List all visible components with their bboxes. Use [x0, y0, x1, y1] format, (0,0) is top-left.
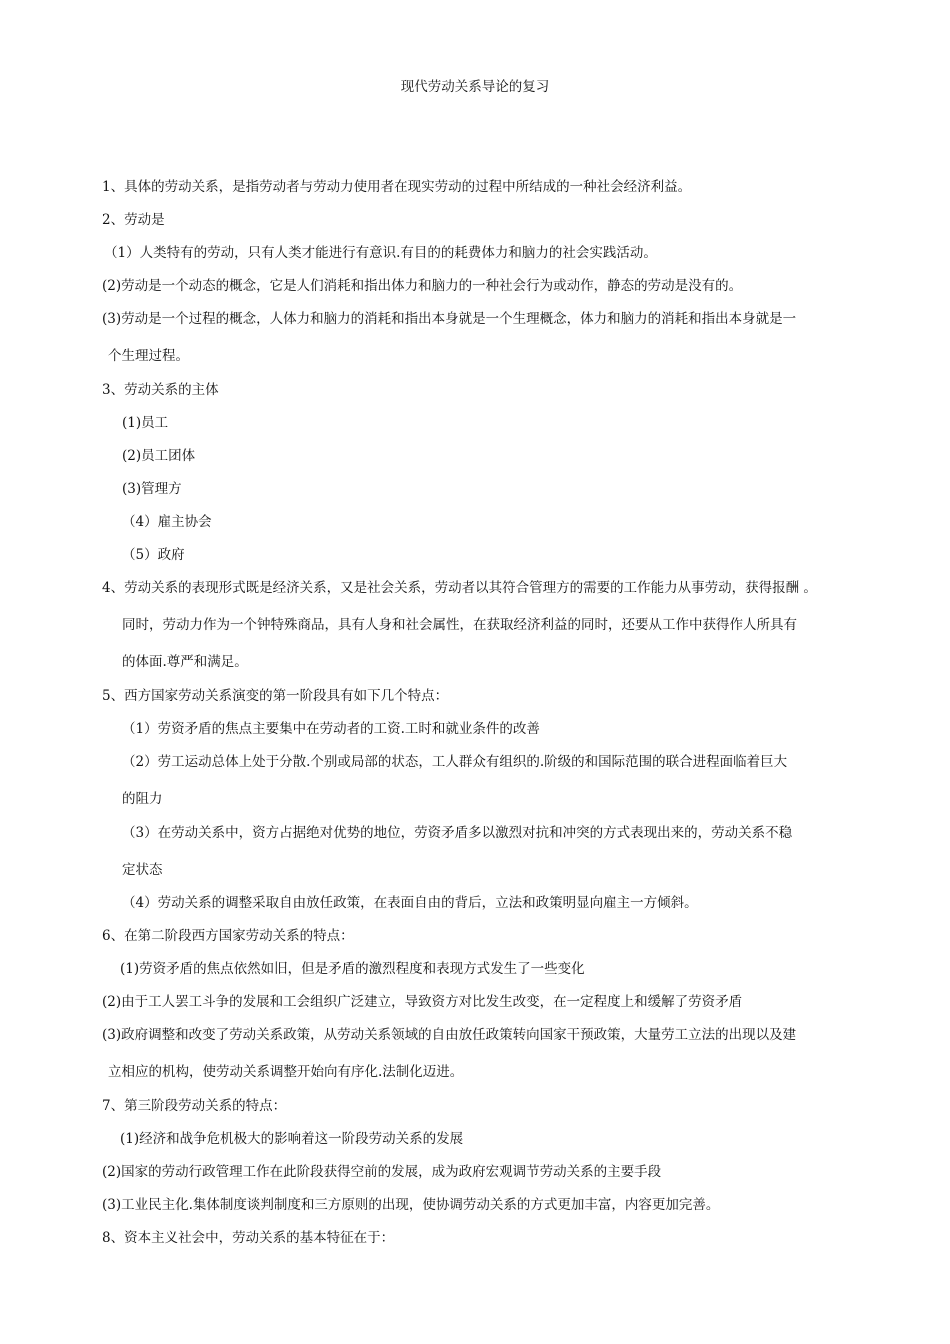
list-item: （4）劳动关系的调整采取自由放任政策，在表面自由的背后，立法和政策明显向雇主一方倾斜。: [122, 895, 698, 911]
list-item: （4）雇主协会: [122, 514, 212, 530]
list-item-continuation: 立相应的机构，使劳动关系调整开始向有序化.法制化迈进。: [108, 1064, 464, 1080]
list-item: (1)员工: [122, 415, 169, 431]
paragraph-1: 1、具体的劳动关系，是指劳动者与劳动力使用者在现实劳动的过程中所结成的一种社会经济利益。: [102, 179, 692, 195]
list-item-continuation: 定状态: [122, 862, 163, 878]
paragraph-5: 5、西方国家劳动关系演变的第一阶段具有如下几个特点：: [102, 688, 449, 704]
list-item: （2）劳工运动总体上处于分散.个别或局部的状态，工人群众有组织的.阶级的和国际范围的联合进程面临着巨大: [122, 754, 788, 770]
list-item: （1）劳资矛盾的焦点主要集中在劳动者的工资.工时和就业条件的改善: [122, 721, 540, 737]
paragraph-continuation: 的体面.尊严和满足。: [122, 654, 248, 670]
list-item-continuation: 的阻力: [122, 791, 163, 807]
paragraph-7: 7、第三阶段劳动关系的特点：: [102, 1098, 287, 1114]
list-item: （3）在劳动关系中，资方占据绝对优势的地位，劳资矛盾多以激烈对抗和冲突的方式表现出来的，劳动关系不稳: [122, 825, 793, 841]
paragraph-2: 2、劳动是: [102, 212, 165, 228]
paragraph-8: 8、资本主义社会中，劳动关系的基本特征在于：: [102, 1230, 395, 1246]
list-item: (3)工业民主化.集体制度谈判制度和三方原则的出现，使协调劳动关系的方式更加丰富，内容更加完善。: [102, 1197, 720, 1213]
list-item-continuation: 个生理过程。: [108, 348, 189, 364]
list-item: （1）人类特有的劳动，只有人类才能进行有意识.有目的的耗费体力和脑力的社会实践活动。: [104, 245, 657, 261]
paragraph-6: 6、在第二阶段西方国家劳动关系的特点：: [102, 928, 354, 944]
list-item: (2)劳动是一个动态的概念，它是人们消耗和指出体力和脑力的一种社会行为或动作，静态的劳动是没有的。: [102, 278, 743, 294]
list-item: (3)政府调整和改变了劳动关系政策，从劳动关系领域的自由放任政策转向国家干预政策，大量劳工立法的出现以及建: [102, 1027, 797, 1043]
paragraph-4: 4、劳动关系的表现形式既是经济关系，又是社会关系，劳动者以其符合管理方的需要的工作能力从事劳动，获得报酬 。: [102, 580, 817, 596]
list-item: (1)劳资矛盾的焦点依然如旧，但是矛盾的激烈程度和表现方式发生了一些变化: [120, 961, 585, 977]
list-item: (3)劳动是一个过程的概念，人体力和脑力的消耗和指出本身就是一个生理概念，体力和脑力的消耗和指出本身就是一: [102, 311, 797, 327]
list-item: (3)管理方: [122, 481, 182, 497]
document-title: 现代劳动关系导论的复习: [400, 79, 550, 95]
list-item: (2)员工团体: [122, 448, 196, 464]
list-item: (2)由于工人罢工斗争的发展和工会组织广泛建立，导致资方对比发生改变，在一定程度上和缓解了劳资矛盾: [102, 994, 743, 1010]
list-item: (1)经济和战争危机极大的影响着这一阶段劳动关系的发展: [120, 1131, 464, 1147]
list-item: （5）政府: [122, 547, 185, 563]
paragraph-continuation: 同时，劳动力作为一个钟特殊商品，具有人身和社会属性，在获取经济利益的同时，还要从工作中获得作人所具有: [122, 617, 797, 633]
list-item: (2)国家的劳动行政管理工作在此阶段获得空前的发展，成为政府宏观调节劳动关系的主要手段: [102, 1164, 662, 1180]
paragraph-3: 3、劳动关系的主体: [102, 382, 219, 398]
